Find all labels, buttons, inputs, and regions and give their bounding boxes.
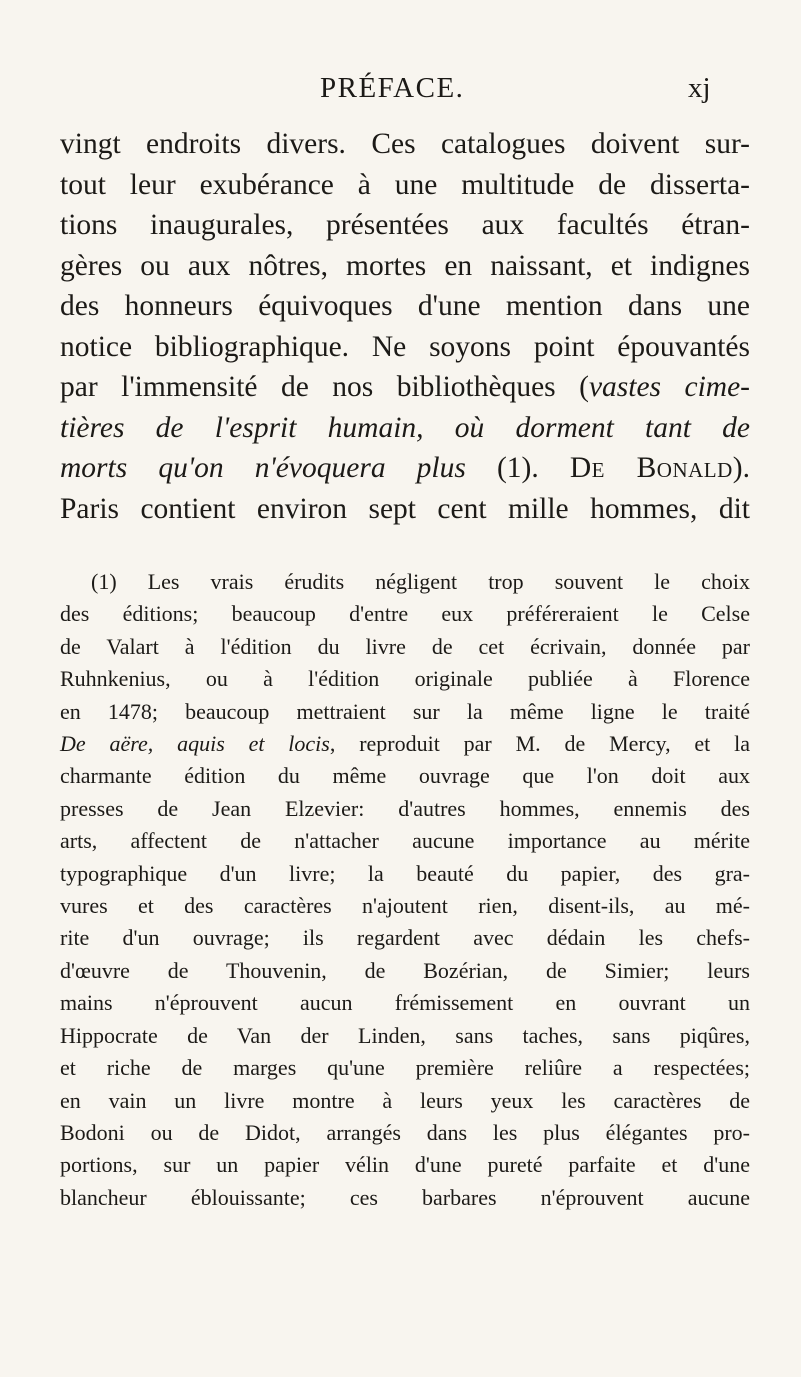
footnote-line: charmante édition du même ouvrage que l'on doit aux	[60, 763, 750, 789]
quotation-italic: tières de l'esprit humain, où dorment tant de	[60, 411, 750, 444]
footnote-line: Hippocrate de Van der Linden, sans taches, sans piqûres,	[60, 1022, 750, 1048]
footnote-line: Ruhnkenius, ou à l'édition originale publiée à Florence	[60, 666, 750, 692]
footnote-line: arts, affectent de n'attacher aucune importance au mérite	[60, 828, 750, 854]
text-line: tions inaugurales, présentées aux facultés étran-	[60, 209, 750, 241]
quotation-italic: morts qu'on n'évoquera plus	[60, 452, 466, 484]
footnote-line: d'œuvre de Thouvenin, de Bozérian, de Simier; leurs	[60, 957, 750, 983]
text-line	[60, 367, 750, 408]
text-line	[60, 448, 750, 489]
footnote	[60, 566, 750, 1214]
footnote-line: en vain un livre montre à leurs yeux les caractères de	[60, 1087, 750, 1113]
cited-title: De aëre, aquis et locis	[60, 731, 330, 757]
footnote-line: presses de Jean Elzevier: d'autres hommes, ennemis des	[60, 795, 750, 821]
footnote-line: de Valart à l'édition du livre de cet écrivain, donnée par	[60, 633, 750, 659]
footnote-line: (1) Les vrais érudits négligent trop souvent le choix	[91, 569, 750, 594]
text-line: notice bibliographique. Ne soyons point épouvantés	[60, 330, 750, 363]
cited-author: De Bonald	[569, 452, 733, 484]
footnote-line: blancheur éblouissante; ces barbares n'éprouvent aucune	[60, 1184, 750, 1210]
footnote-line: des éditions; beaucoup d'entre eux préféreraient le Celse	[60, 601, 750, 627]
main-text	[60, 124, 750, 529]
running-title: PRÉFACE.	[320, 72, 465, 104]
footnote-line: mains n'éprouvent aucun frémissement en ouvrant un	[60, 990, 750, 1016]
footnote-line: Bodoni ou de Didot, arrangés dans les plus élégantes pro-	[60, 1119, 750, 1145]
text-line: tout leur exubérance à une multitude de disserta-	[60, 168, 750, 201]
footnote-line: et riche de marges qu'une première reliûre a respectées;	[60, 1055, 750, 1081]
text-line: gères ou aux nôtres, mortes en naissant, et indignes	[60, 249, 750, 282]
text-segment: ).	[732, 452, 750, 484]
text-segment: , reproduit par M. de Mercy, et la	[329, 731, 750, 757]
quotation-italic: vastes cime-	[588, 371, 750, 403]
footnote-line: typographique d'un livre; la beauté du papier, des gra-	[60, 860, 750, 886]
running-head	[0, 72, 801, 112]
footnote-line: vures et des caractères n'ajoutent rien, disent-ils, au mé-	[60, 893, 750, 919]
footnote-line: rite d'un ouvrage; ils regardent avec dédain les chefs-	[60, 925, 750, 951]
page-number: xj	[688, 72, 711, 104]
text-line	[60, 408, 750, 449]
text-line: des honneurs équivoques d'une mention dans une	[60, 290, 750, 322]
text-segment: par l'immensité de nos bibliothèques (	[60, 371, 589, 403]
footnote-line	[60, 728, 750, 760]
footnote-line: en 1478; beaucoup mettraient sur la même ligne le traité	[60, 698, 750, 724]
footnote-line: portions, sur un papier vélin d'une pureté parfaite et d'une	[60, 1152, 750, 1178]
text-line: vingt endroits divers. Ces catalogues doivent sur-	[60, 128, 750, 160]
text-line: Paris contient environ sept cent mille hommes, dit	[60, 492, 750, 525]
footnote-reference: (1).	[465, 452, 570, 484]
